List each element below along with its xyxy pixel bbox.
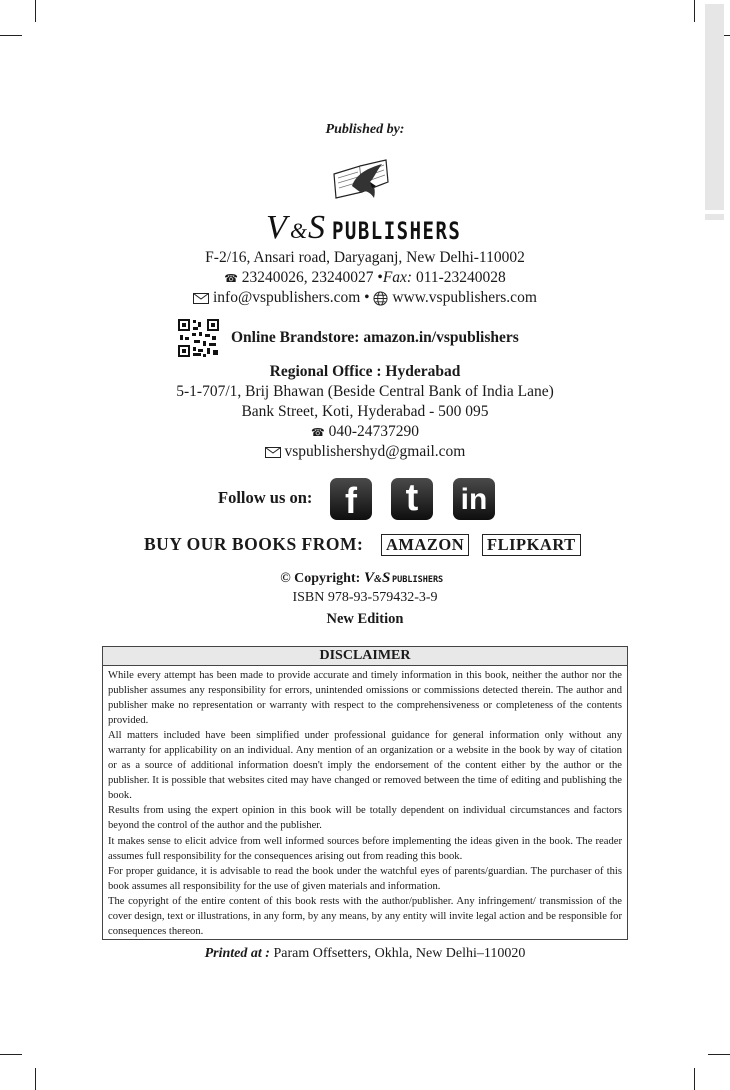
copyright-label: © Copyright: <box>280 571 361 586</box>
svg-text:S: S <box>381 570 391 585</box>
head-office-address: F-2/16, Ansari road, Daryaganj, New Delhi-110002 <box>205 249 525 266</box>
copyright-holder-logo <box>364 569 450 585</box>
phone-numbers: 23240026, 23240027 <box>241 269 374 286</box>
disclaimer-paragraph: All matters included have been simplified under professional guidance for general information only without any warranty for applicability on an individual. Any mention of an organization or a website in the book by way of citation or as a source of additional information doesn't imply the endorsement of the content either by the author or the publisher. It is possible that websites cited may have changed or removed between the time of editing and publishing the book. <box>108 730 622 802</box>
twitter-icon[interactable]: t <box>391 478 433 520</box>
telephone-icon: ☎ <box>224 273 238 285</box>
website-link[interactable]: www.vspublishers.com <box>392 289 537 306</box>
disclaimer-paragraph: The copyright of the entire content of this book rests with the author/publisher. Any infringement/ transmission of the cover design, text or illustrations, in any form, by any means, by any entity will invite legal action and be responsible for consequences thereon. <box>108 895 622 937</box>
svg-text:V: V <box>266 209 287 244</box>
telephone-icon: ☎ <box>311 427 325 439</box>
page-edge-tab <box>705 214 724 220</box>
disclaimer-paragraph: It makes sense to elicit advice from well informed sources before implementing the ideas given in the book. The reader assumes full responsibility for the consequences arising out from reading this book. <box>108 835 622 862</box>
regional-office-title: Regional Office : Hyderabad <box>269 363 461 380</box>
edition: New Edition <box>326 611 404 627</box>
publisher-wordmark-logo <box>266 208 466 244</box>
head-office-phone-line <box>0 268 730 289</box>
crop-mark <box>0 35 22 36</box>
head-office-contact-line <box>0 288 730 308</box>
regional-office-email-line <box>0 442 730 462</box>
fax-label: Fax: <box>382 269 413 286</box>
online-brandstore-link[interactable]: Online Brandstore: amazon.in/vspublishers <box>231 329 519 346</box>
svg-text:PUBLISHERS: PUBLISHERS <box>391 575 443 585</box>
fax-number: 011-23240028 <box>415 269 506 286</box>
page-edge-tab <box>705 4 724 210</box>
crop-mark <box>708 1054 730 1055</box>
regional-phone: 040-24737290 <box>328 423 419 440</box>
printed-at-label: Printed at : <box>204 946 270 961</box>
svg-text:S: S <box>308 209 325 244</box>
buy-books-label: BUY OUR BOOKS FROM: <box>144 534 364 554</box>
qr-code-icon <box>178 319 219 357</box>
flipkart-store-button[interactable]: FLIPKART <box>482 534 581 556</box>
amazon-store-button[interactable]: AMAZON <box>381 534 469 556</box>
disclaimer-paragraph: For proper guidance, it is advisable to read the book under the watchful eyes of parents/guardian. The purchaser of this book assumes all responsibility for the use of given materials and information. <box>108 865 622 892</box>
envelope-icon <box>265 447 281 458</box>
disclaimer-paragraph: While every attempt has been made to provide accurate and timely information in this book, neither the author nor the publisher assumes any responsibility for errors, unintended omissions or commissions detected therein. The author and publisher make no representation or warranty with respect to the comprehensiveness or completeness of the contents provided. <box>108 670 622 727</box>
email-link[interactable]: info@vspublishers.com <box>212 289 361 306</box>
disclaimer-body <box>103 666 627 939</box>
svg-text:PUBLISHERS: PUBLISHERS <box>332 218 462 244</box>
disclaimer-title: DISCLAIMER <box>103 647 627 666</box>
regional-office-phone-line <box>0 422 730 443</box>
isbn: ISBN 978-93-579432-3-9 <box>292 590 438 605</box>
printer-name: Param Offsetters, Okhla, New Delhi–110020 <box>273 946 526 961</box>
svg-text:V: V <box>363 570 374 585</box>
facebook-icon[interactable]: f <box>330 478 372 520</box>
crop-mark <box>35 1068 36 1090</box>
regional-office-address-2: Bank Street, Koti, Hyderabad - 500 095 <box>241 403 489 420</box>
linkedin-icon[interactable]: in <box>453 478 495 520</box>
crop-mark <box>0 1054 22 1055</box>
separator: • <box>377 269 383 286</box>
svg-text:&: & <box>290 218 308 243</box>
separator: • <box>364 289 370 306</box>
regional-email-link[interactable]: vspublishershyd@gmail.com <box>284 443 466 460</box>
crop-mark <box>694 0 695 22</box>
crop-mark <box>35 0 36 22</box>
regional-office-address-1: 5-1-707/1, Brij Bhawan (Beside Central Bank of India Lane) <box>176 383 554 400</box>
globe-icon <box>373 291 388 306</box>
printed-at-line <box>0 946 730 962</box>
published-by-label: Published by: <box>325 122 405 137</box>
disclaimer-box <box>102 646 628 940</box>
crop-mark <box>694 1068 695 1090</box>
envelope-icon <box>193 293 209 304</box>
svg-text:&: & <box>373 574 382 585</box>
disclaimer-paragraph: Results from using the expert opinion in this book will be totally dependent on individual circumstances and factors beyond the control of the author and the publisher. <box>108 805 622 832</box>
copyright-line <box>0 569 730 587</box>
eagle-book-logo-icon <box>330 152 396 212</box>
follow-us-label: Follow us on: <box>218 488 313 507</box>
